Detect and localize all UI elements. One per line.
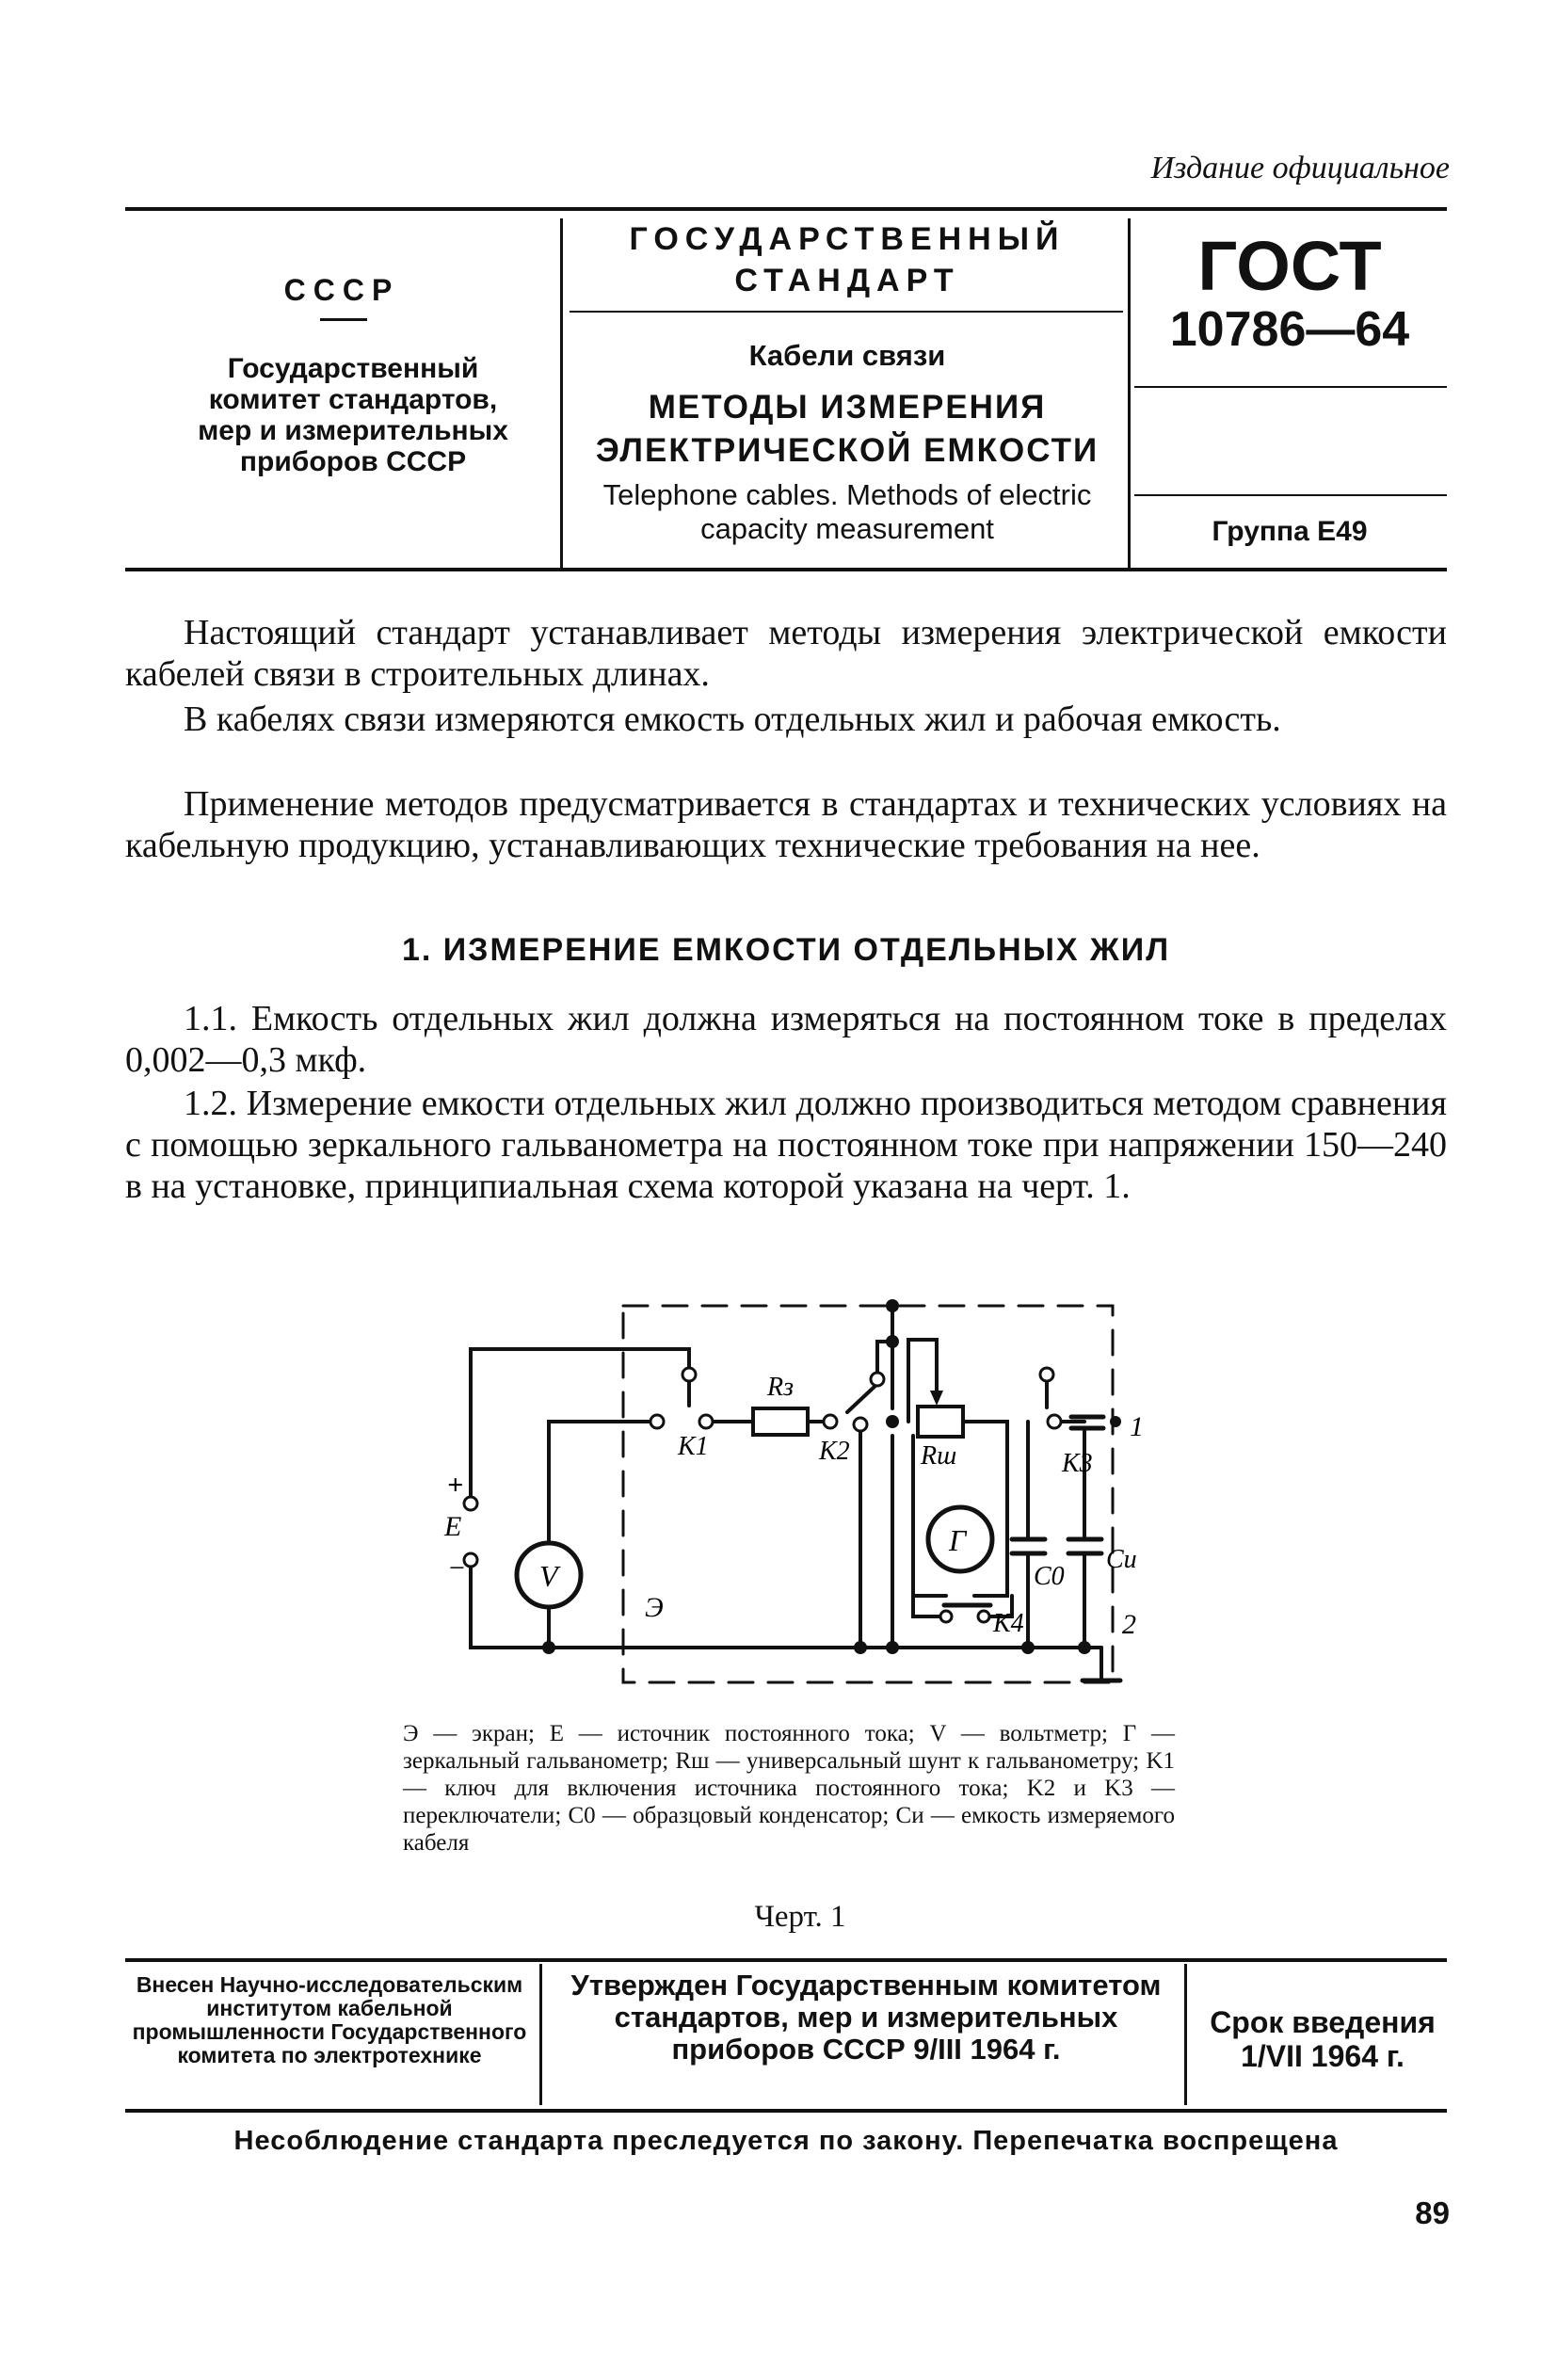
- junction-bottom-4: [1021, 1641, 1035, 1654]
- clause-1-1: [125, 998, 1447, 1081]
- resistor-rsh: [918, 1407, 963, 1437]
- section-heading-1: 1. ИЗМЕРЕНИЕ ЕМКОСТИ ОТДЕЛЬНЫХ ЖИЛ: [401, 932, 1171, 968]
- footer-top-rule: [125, 1958, 1447, 1962]
- clause-1-2: [125, 1083, 1447, 1207]
- label-c0: C0: [1034, 1562, 1065, 1591]
- label-v: V: [539, 1559, 558, 1593]
- footer-divider-1: [539, 1964, 542, 2105]
- label-minus: −: [447, 1552, 467, 1584]
- rsh-slider-arrow: [930, 1391, 943, 1406]
- header-inner-rule-3: [1134, 494, 1447, 496]
- effective-date: Срок введения 1/VII 1964 г.: [1210, 2005, 1436, 2073]
- label-k1: K1: [678, 1432, 709, 1461]
- subject-label: Кабели связи: [748, 339, 946, 372]
- paragraph-measured-text: В кабелях связи измеряются емкость отдельных жил и рабочая емкость.: [184, 700, 1281, 739]
- label-plus: +: [447, 1470, 464, 1501]
- header-inner-rule-1: [570, 311, 1123, 313]
- gost-number: 10786—64: [1169, 302, 1410, 357]
- junction-bottom-1: [542, 1641, 555, 1654]
- wire-rsh-slider: [908, 1340, 937, 1422]
- edition-label: Издание официальное: [1150, 151, 1450, 185]
- k2-contact-b: [871, 1373, 884, 1386]
- paragraph-measured: [125, 699, 1447, 740]
- approved-by: Утвержден Государственным комитетом стандартов, мер и измерительных приборов СССР 9/III 1964 г.: [570, 1969, 1162, 2066]
- resistor-rz: [753, 1408, 808, 1435]
- junction-1: [1110, 1416, 1121, 1427]
- k1-contact-c: [699, 1415, 713, 1428]
- header-divider-1: [560, 218, 563, 568]
- paragraph-application: [125, 783, 1447, 866]
- label-rz: Rз: [767, 1373, 795, 1402]
- k3-contact-b: [1048, 1415, 1061, 1428]
- label-k4: K4: [993, 1609, 1024, 1638]
- k4-contact-b: [978, 1611, 989, 1622]
- label-e: E: [444, 1511, 462, 1542]
- standard-type-label: ГОСУДАРСТВЕННЫЙ СТАНДАРТ: [629, 221, 1066, 298]
- k2-blade: [847, 1384, 877, 1412]
- copyright-notice: Несоблюдение стандарта преследуется по закону. Перепечатка воспрещена: [233, 2126, 1339, 2156]
- label-node-1: 1: [1130, 1411, 1144, 1442]
- circuit-diagram: [405, 1285, 1186, 1699]
- junction-bottom-2: [854, 1641, 867, 1654]
- screen-outline: [623, 1306, 1113, 1682]
- clause-1-1-text: 1.1. Емкость отдельных жил должна измеряться на постоянном токе в пределах 0,002—0,3 мкф.: [125, 999, 1447, 1080]
- label-rsh: Rш: [921, 1441, 957, 1471]
- footer-bottom-rule: [125, 2109, 1447, 2113]
- k1-contact-a: [650, 1415, 664, 1428]
- group-code: Группа Е49: [1212, 516, 1368, 547]
- label-cu: Cи: [1106, 1545, 1137, 1574]
- k3-contact-a: [1040, 1368, 1053, 1381]
- document-title-en: Telephone cables. Methods of electric capacity measurement: [602, 478, 1092, 545]
- document-title-ru: МЕТОДЫ ИЗМЕРЕНИЯ ЭЛЕКТРИЧЕСКОЙ ЕМКОСТИ: [595, 389, 1100, 469]
- committee-name: Государственный комитет стандартов, мер и измерительных приборов СССР: [198, 353, 508, 477]
- label-g: Г: [949, 1523, 967, 1557]
- label-screen: Э: [645, 1592, 664, 1623]
- header-dash: [320, 318, 367, 321]
- k1-contact-b: [682, 1368, 696, 1381]
- paragraph-intro: [125, 612, 1447, 695]
- k4-contact-a: [940, 1611, 952, 1622]
- page-number: 89: [1415, 2195, 1450, 2230]
- junction-rsh: [886, 1415, 899, 1428]
- clause-1-2-text: 1.2. Измерение емкости отдельных жил должно производиться методом сравнения с помощью зеркального гальванометра на постоянном токе при напряжении 150—240 в на установке, принципиальная схема которой указана на черт. 1.: [125, 1084, 1447, 1206]
- terminal-plus: [464, 1497, 477, 1510]
- junction-bottom-5: [1078, 1641, 1091, 1654]
- footer-divider-2: [1184, 1964, 1187, 2105]
- wire-voltmeter-top: [549, 1422, 651, 1542]
- label-k2: K2: [819, 1437, 850, 1466]
- introduced-by: Внесен Научно-исследовательским институтом кабельной промышленности Государственного комитета по электротехнике: [132, 1972, 527, 2067]
- country-label: СССР: [283, 273, 400, 307]
- header-bottom-rule: [125, 568, 1447, 571]
- header-top-rule: [125, 207, 1447, 211]
- gost-label: ГОСТ: [1197, 227, 1382, 305]
- paragraph-application-text: Применение методов предусматривается в стандартах и технических условиях на кабельную продукцию, устанавливающих технические требования на нее.: [125, 784, 1447, 865]
- k2-contact-a: [824, 1415, 837, 1428]
- junction-top: [886, 1299, 899, 1312]
- paragraph-intro-text: Настоящий стандарт устанавливает методы измерения электрической емкости кабелей связи в строительных длинах.: [125, 613, 1447, 694]
- figure-legend: Э — экран; Е — источник постоянного тока; V — вольтметр; Г — зеркальный гальванометр; Rш — универсальный шунт к гальванометру; K1 — ключ для включения источника постоянного тока; K2 и K3 — переключатели; C0 — образцовый конденсатор; Cи — емкость измеряемого кабеля: [403, 1721, 1175, 1856]
- header-inner-rule-2: [1134, 386, 1447, 388]
- figure-caption: Черт. 1: [754, 1900, 846, 1934]
- junction-top-2: [886, 1335, 899, 1348]
- label-node-2: 2: [1122, 1609, 1136, 1640]
- label-k3: K3: [1062, 1449, 1093, 1478]
- junction-bottom-3: [886, 1641, 899, 1654]
- k2-contact-c: [854, 1418, 867, 1431]
